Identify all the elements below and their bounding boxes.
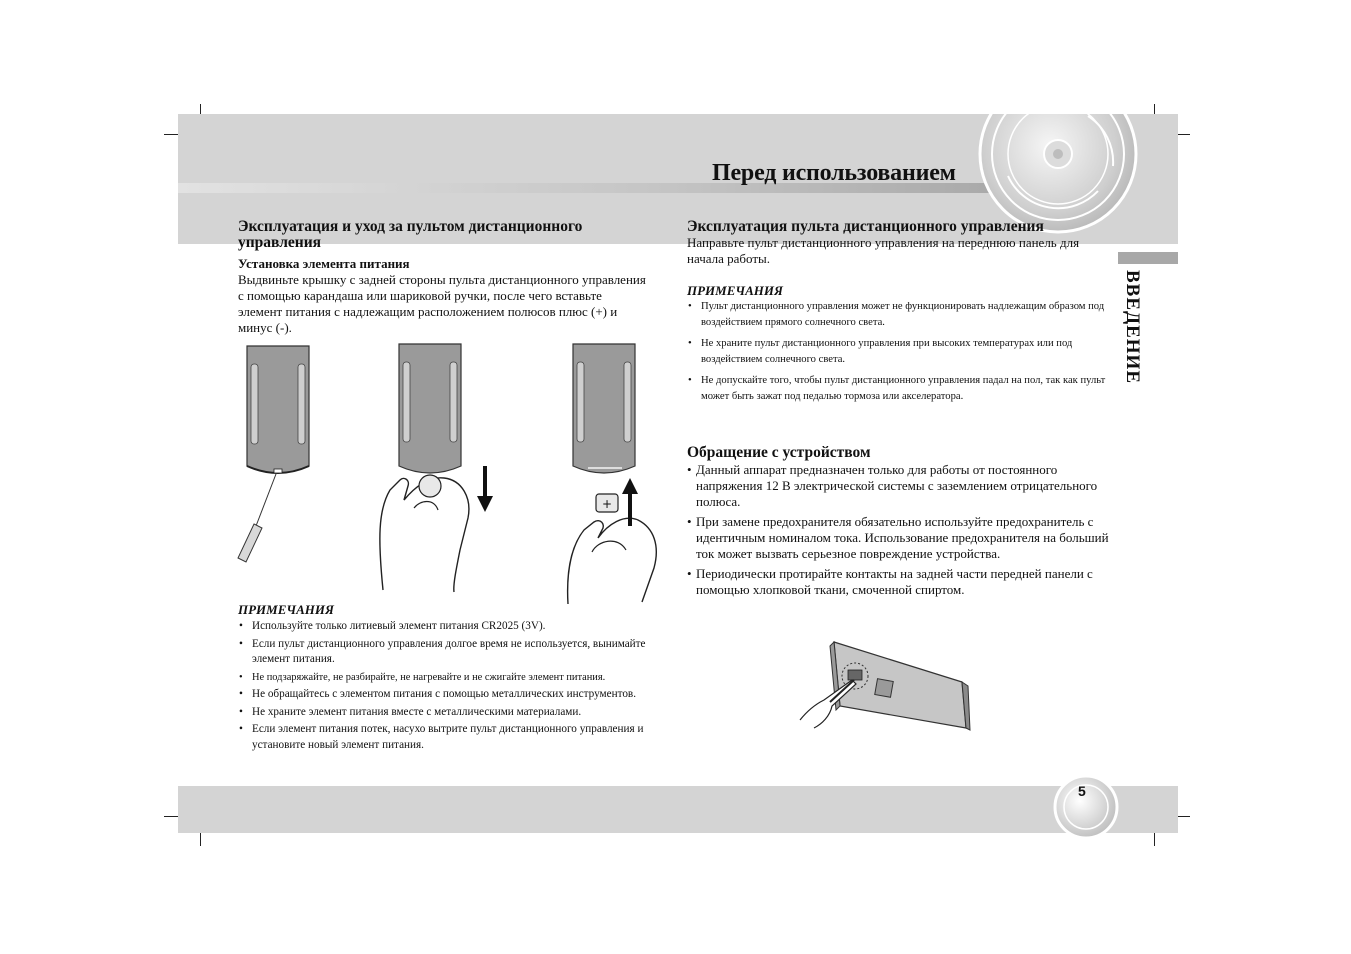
note-item: • Пульт дистанционного управления может не функционировать надлежащим образом под воздействием прямого солнечного света. bbox=[687, 299, 1119, 331]
right-notes-list bbox=[687, 299, 1119, 407]
page-number: 5 bbox=[1078, 783, 1086, 799]
battery-plus-label: + bbox=[601, 497, 613, 511]
battery-icon bbox=[596, 494, 618, 512]
remote-control-image bbox=[399, 344, 461, 473]
note-item: • Используйте только литиевый элемент питания CR2025 (3V). bbox=[238, 619, 678, 635]
front-panel-cleaning-illustration bbox=[796, 636, 976, 736]
note-item: • Если пульт дистанционного управления долгое время не используется, вынимайте элемент питания. bbox=[238, 637, 678, 668]
remote-usage-heading: Эксплуатация пульта дистанционного управления bbox=[687, 218, 1044, 235]
remote-usage-paragraph: Направьте пульт дистанционного управления на переднюю панель для начала работы. bbox=[687, 235, 1080, 266]
note-item: • Не допускайте того, чтобы пульт дистанционного управления падал на пол, так как пульт может быть зажат под педалью тормоза или акселератора. bbox=[687, 373, 1119, 405]
section-strip bbox=[1118, 252, 1178, 264]
remote-control-image bbox=[247, 346, 309, 473]
right-notes-title: ПРИМЕЧАНИЯ bbox=[687, 283, 783, 298]
arrow-down-icon bbox=[477, 466, 493, 512]
footer-band bbox=[178, 786, 1178, 833]
page-number-disc bbox=[1052, 771, 1122, 843]
left-notes-list bbox=[238, 619, 678, 755]
hand-icon bbox=[568, 518, 657, 604]
note-item: • Если элемент питания потек, насухо вытрите пульт дистанционного управления и установите новый элемент питания. bbox=[238, 722, 678, 753]
note-item: • Не подзаряжайте, не разбирайте, не нагревайте и не сжигайте элемент питания. bbox=[238, 670, 678, 686]
section-tab: ВВЕДЕНИЕ bbox=[1122, 270, 1143, 384]
hand-icon bbox=[380, 475, 469, 592]
device-item: • Данный аппарат предназначен только для работы от постоянного напряжения 12 В электрической системы с заземлением отрицательного полюса. bbox=[687, 462, 1117, 510]
device-item: • Периодически протирайте контакты на задней части передней панели с помощью хлопковой ткани, смоченной спиртом. bbox=[687, 566, 1117, 598]
device-item: • При замене предохранителя обязательно используйте предохранитель с идентичным номиналом тока. Использование предохранителя на больший ток может вызвать серьезное повреждение устройства. bbox=[687, 514, 1117, 562]
note-item: • Не храните пульт дистанционного управления при высоких температурах или под воздействием солнечного света. bbox=[687, 336, 1119, 368]
note-item: • Не обращайтесь с элементом питания с помощью металлических инструментов. bbox=[238, 687, 678, 703]
battery-install-illustration bbox=[228, 340, 668, 608]
left-heading: Эксплуатация и уход за пультом дистанционного управления bbox=[238, 218, 583, 251]
left-notes-title: ПРИМЕЧАНИЯ bbox=[238, 602, 334, 617]
screwdriver-icon bbox=[238, 474, 276, 562]
battery-paragraph: Выдвиньте крышку с задней стороны пульта дистанционного управления с помощью карандаша или шариковой ручки, после чего вставьте элемент питания с надлежащим расположением полюсов плюс (+) и минус (-). bbox=[238, 272, 646, 335]
device-handling-heading: Обращение с устройством bbox=[687, 444, 871, 461]
battery-subheading: Установка элемента питания bbox=[238, 256, 410, 271]
note-item: • Не храните элемент питания вместе с металлическими материалами. bbox=[238, 705, 678, 721]
page-title: Перед использованием bbox=[712, 160, 956, 186]
device-handling-list bbox=[687, 462, 1117, 602]
remote-control-image bbox=[573, 344, 635, 473]
